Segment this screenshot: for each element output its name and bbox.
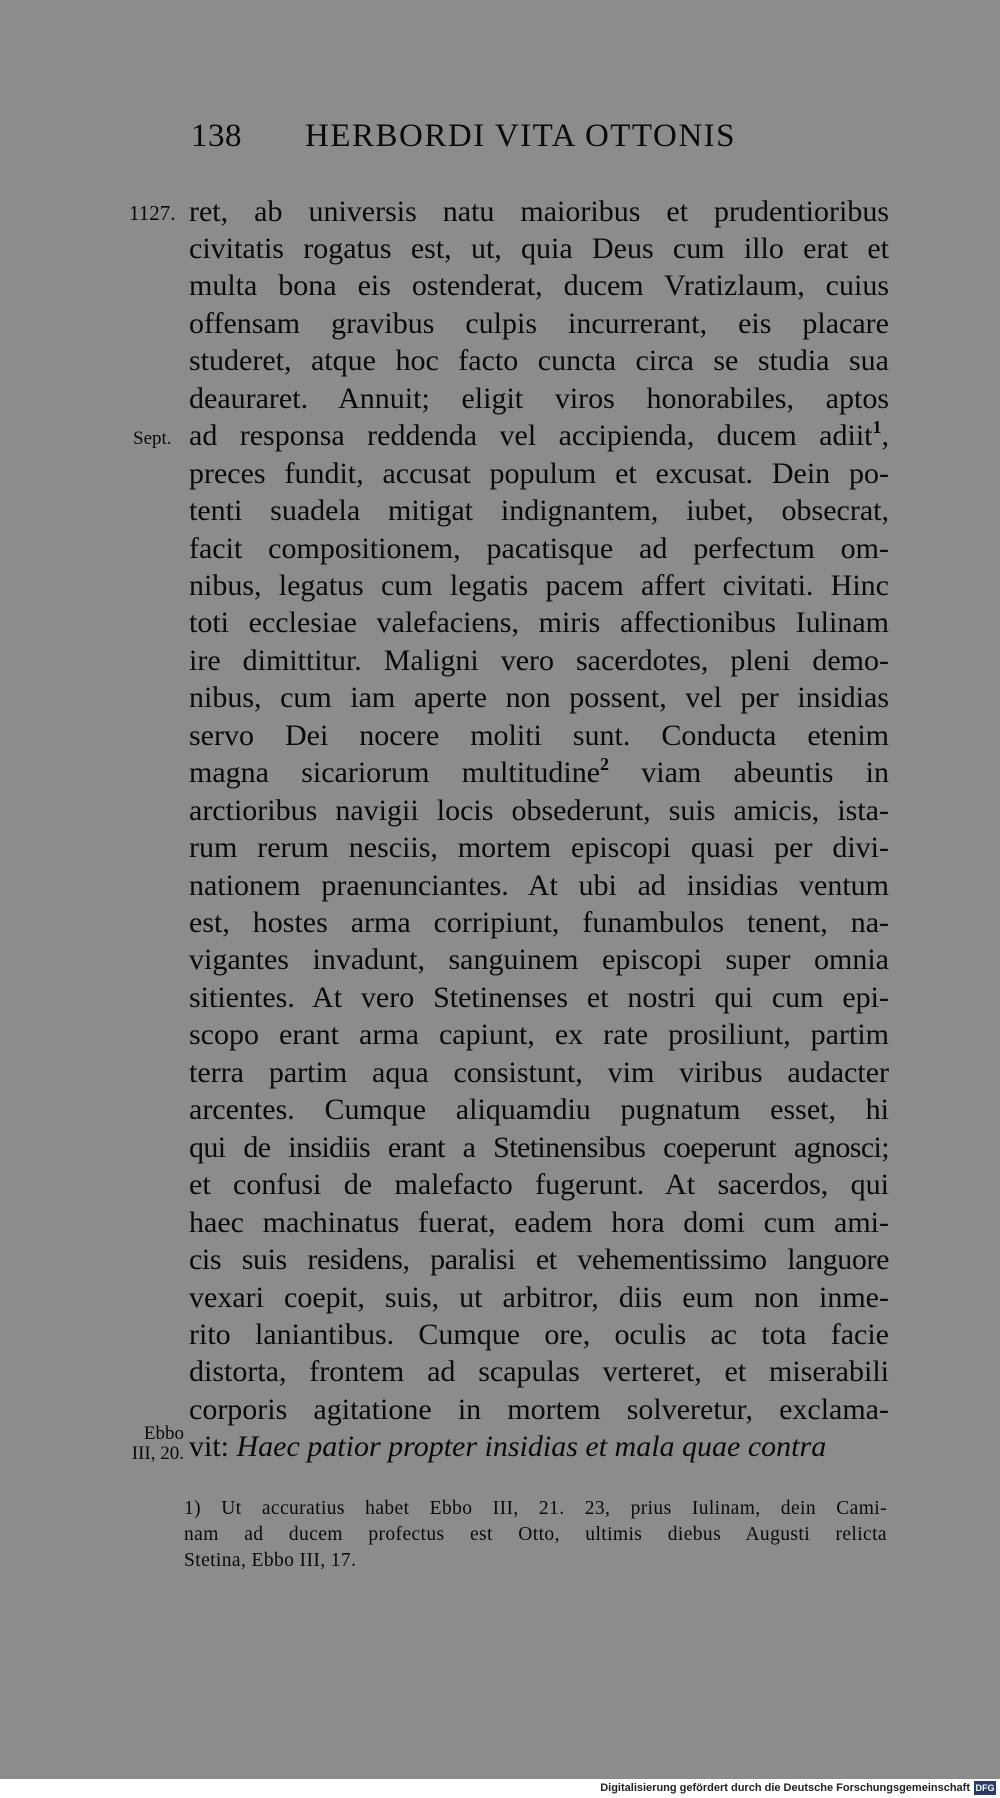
text-line-34 <box>189 1429 889 1465</box>
text-line-28: haec machinatus fuerat, eadem hora domi cum ami- <box>189 1206 889 1239</box>
running-title: HERBORDI VITA OTTONIS <box>305 117 736 154</box>
footnote-line-2: nam ad ducem profectus est Otto, ultimis diebus Augusti relicta <box>184 1524 887 1545</box>
footnote-marker-2: 2 <box>600 754 610 774</box>
margin-note-source <box>126 1424 184 1464</box>
text-line-16-tail: viam abeuntis in <box>609 756 889 789</box>
text-line-8: preces fundit, accusat populum et excusat. Dein po- <box>189 457 889 490</box>
footnote-marker-1: 1 <box>872 417 882 437</box>
text-line-30: vexari coepit, suis, ut arbitror, diis eum non inme- <box>189 1281 889 1314</box>
running-header <box>191 116 736 156</box>
text-line-10: facit compositionem, pacatisque ad perfectum om- <box>189 532 889 565</box>
margin-note-source-ref: III, 20. <box>131 1443 184 1464</box>
text-line-24: terra partim aqua consistunt, vim viribus audacter <box>189 1056 889 1089</box>
text-line-14: nibus, cum iam aperte non possent, vel per insidias <box>189 681 889 714</box>
text-line-11: nibus, legatus cum legatis pacem affert civitati. Hinc <box>189 569 889 602</box>
margin-note-month: Sept. <box>133 428 172 449</box>
footnote-line-1: 1) Ut accuratius habet Ebbo III, 21. 23, prius Iulinam, dein Cami- <box>184 1498 887 1519</box>
text-line-6: deauraret. Annuit; eligit viros honorabiles, aptos <box>189 382 889 415</box>
text-line-7-main: ad responsa reddenda vel accipienda, ducem adiit <box>189 419 873 452</box>
text-line-5: studeret, atque hoc facto cuncta circa se studia sua <box>189 344 889 377</box>
text-line-2: civitatis rogatus est, ut, quia Deus cum illo erat et <box>189 232 889 265</box>
text-line-34-italic: Haec patior propter insidias et mala quae contra <box>236 1430 827 1463</box>
text-line-7-tail: , <box>881 419 889 452</box>
margin-note-year: 1127. <box>129 201 176 225</box>
text-line-32: distorta, frontem ad scapulas verteret, et miserabili <box>189 1355 889 1388</box>
page-number: 138 <box>191 117 242 154</box>
text-line-4: offensam gravibus culpis incurrerant, eis placare <box>189 307 889 340</box>
text-line-21: vigantes invadunt, sanguinem episcopi super omnia <box>189 943 889 976</box>
funding-credit: Digitalisierung gefördert durch die Deutsche Forschungsgemeinschaft <box>600 1782 970 1794</box>
text-line-13: ire dimittitur. Maligni vero sacerdotes, pleni demo- <box>189 644 889 677</box>
text-line-31: rito laniantibus. Cumque ore, oculis ac tota facie <box>189 1318 889 1351</box>
text-line-3: multa bona eis ostenderat, ducem Vratizlaum, cuius <box>189 269 889 302</box>
text-line-12: toti ecclesiae valefaciens, miris affectionibus Iulinam <box>189 606 889 639</box>
text-line-23: scopo erant arma capiunt, ex rate prosiliunt, partim <box>189 1018 889 1051</box>
digitization-footer <box>0 1779 1000 1798</box>
text-line-27: et confusi de malefacto fugerunt. At sacerdos, qui <box>189 1168 889 1201</box>
text-line-33: corporis agitatione in mortem solveretur, exclama- <box>189 1393 889 1426</box>
text-line-29: cis suis residens, paralisi et vehementissimo languore <box>189 1243 889 1276</box>
text-line-16-main: magna sicariorum multitudine <box>189 756 601 789</box>
text-line-26: qui de insidiis erant a Stetinensibus coeperunt agnosci; <box>189 1131 889 1164</box>
text-line-1: ret, ab universis natu maioribus et prudentioribus <box>189 195 889 228</box>
text-line-15: servo Dei nocere moliti sunt. Conducta etenim <box>189 719 889 752</box>
text-line-17: arctioribus navigii locis obsederunt, suis amicis, ista- <box>189 794 889 827</box>
text-line-20: est, hostes arma corripiunt, funambulos tenent, na- <box>189 906 889 939</box>
footnote-line-3: Stetina, Ebbo III, 17. <box>184 1550 357 1571</box>
text-line-25: arcentes. Cumque aliquamdiu pugnatum esset, hi <box>189 1093 889 1126</box>
text-line-7 <box>189 418 889 454</box>
text-line-18: rum rerum nesciis, mortem episcopi quasi per divi- <box>189 831 889 864</box>
dfg-logo: DFG <box>975 1783 995 1793</box>
margin-note-source-name: Ebbo <box>143 1423 184 1444</box>
text-line-16 <box>189 755 889 791</box>
text-line-22: sitientes. At vero Stetinenses et nostri qui cum epi- <box>189 981 889 1014</box>
text-line-34-main: vit: <box>189 1430 230 1463</box>
text-line-9: tenti suadela mitigat indignantem, iubet, obsecrat, <box>189 494 889 527</box>
text-line-19: nationem praenunciantes. At ubi ad insidias ventum <box>189 869 889 902</box>
